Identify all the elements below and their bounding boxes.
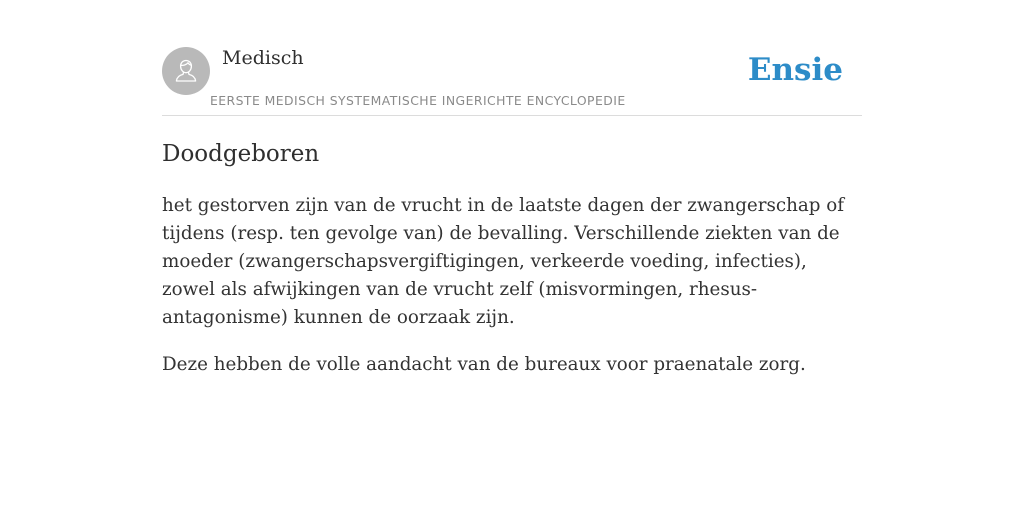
entry-body	[162, 192, 862, 398]
author-link[interactable]: Medisch	[222, 47, 304, 69]
author-subtitle: EERSTE MEDISCH SYSTEMATISCHE INGERICHTE ENCYCLOPEDIE	[210, 93, 626, 108]
entry-title: Doodgeboren	[162, 141, 320, 167]
entry-paragraph: het gestorven zijn van de vrucht in de laatste dagen der zwangerschap of tijdens (resp. ten gevolge van) de bevalling. Verschillende ziekten van de moeder (zwangerschapsvergiftigingen, verkeerde voeding, infecties), zowel als afwijkingen van de vrucht zelf (misvormingen, rhesus-antagonisme) kunnen de oorzaak zijn.	[162, 195, 845, 328]
page	[162, 0, 862, 512]
avatar[interactable]	[162, 47, 210, 95]
entry-paragraph: Deze hebben de volle aandacht van de bureaux voor praenatale zorg.	[162, 354, 806, 375]
header	[162, 0, 862, 116]
user-silhouette-icon	[171, 56, 201, 86]
brand-logo-link[interactable]: Ensie	[747, 52, 843, 88]
